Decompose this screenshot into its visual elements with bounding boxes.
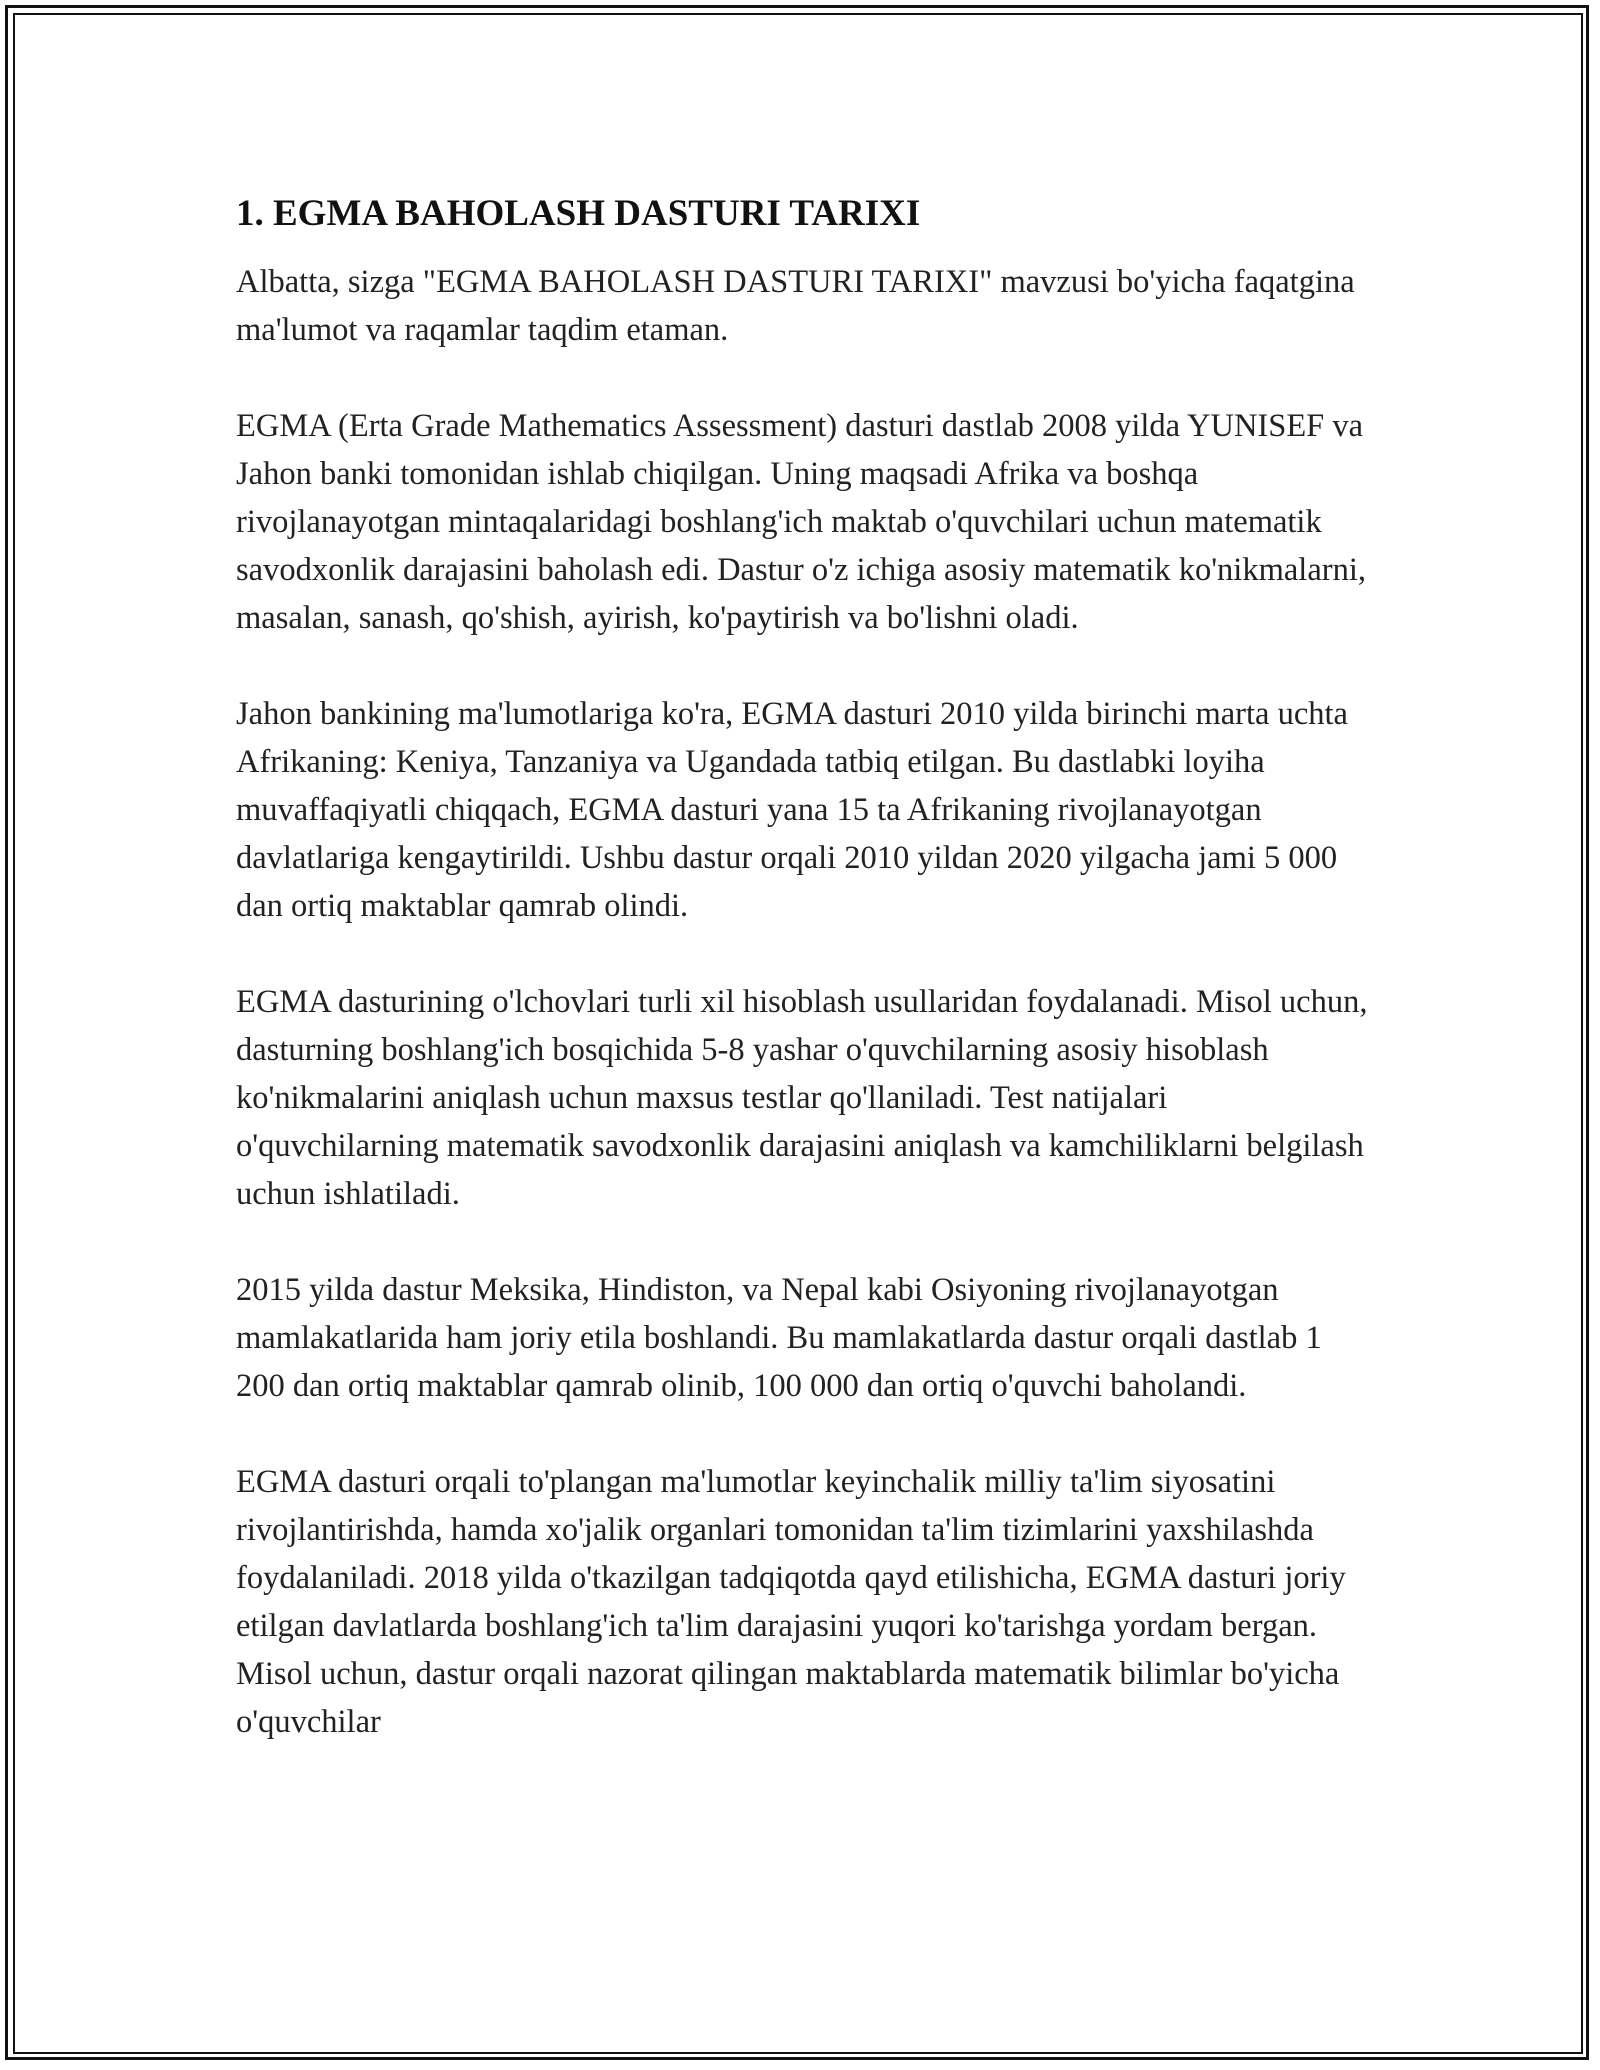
document-body [236,190,1376,1746]
document-title: 1. EGMA BAHOLASH DASTURI TARIXI [236,193,921,234]
paragraph-measurement: EGMA dasturining o'lchovlari turli xil hisoblash usullaridan foydalanadi. Misol uchun, dasturning boshlang'ich bosqichida 5-8 yashar o'quvchilarning asosiy hisoblash ko'nikmalarini aniqlash uchun maxsus testlar qo'llaniladi. Test natijalari o'quvchilarning matematik savodxonlik darajasini aniqlash va kamchiliklarni belgilash uchun ishlatiladi. [236,984,1368,1212]
paragraph-africa-rollout: Jahon bankining ma'lumotlariga ko'ra, EGMA dasturi 2010 yilda birinchi marta uchta Afrikaning: Keniya, Tanzaniya va Ugandada tatbiq etilgan. Bu dastlabki loyiha muvaffaqiyatli chiqqach, EGMA dasturi yana 15 ta Afrikaning rivojlanayotgan davlatlariga kengaytirildi. Ushbu dastur orqali 2010 yildan 2020 yilgacha jami 5 000 dan ortiq maktablar qamrab olindi. [236,696,1348,924]
paragraph-intro: Albatta, sizga "EGMA BAHOLASH DASTURI TARIXI" mavzusi bo'yicha faqatgina ma'lumot va raqamlar taqdim etaman. [236,264,1355,348]
paragraph-origin: EGMA (Erta Grade Mathematics Assessment) dasturi dastlab 2008 yilda YUNISEF va Jahon banki tomonidan ishlab chiqilgan. Uning maqsadi Afrika va boshqa rivojlanayotgan mintaqalaridagi boshlang'ich maktab o'quvchilari uchun matematik savodxonlik darajasini baholash edi. Dastur o'z ichiga asosiy matematik ko'nikmalarni, masalan, sanash, qo'shish, ayirish, ko'paytirish va bo'lishni oladi. [236,408,1366,636]
paragraph-asia-rollout: 2015 yilda dastur Meksika, Hindiston, va Nepal kabi Osiyoning rivojlanayotgan mamlakatlarida ham joriy etila boshlandi. Bu mamlakatlarda dastur orqali dastlab 1 200 dan ortiq maktablar qamrab olinib, 100 000 dan ortiq o'quvchi baholandi. [236,1272,1322,1404]
paragraph-policy-impact: EGMA dasturi orqali to'plangan ma'lumotlar keyinchalik milliy ta'lim siyosatini rivojlantirishda, hamda xo'jalik organlari tomonidan ta'lim tizimlarini yaxshilashda foydalaniladi. 2018 yilda o'tkazilgan tadqiqotda qayd etilishicha, EGMA dasturi joriy etilgan davlatlarda boshlang'ich ta'lim darajasini yuqori ko'tarishga yordam bergan. Misol uchun, dastur orqali nazorat qilingan maktablarda matematik bilimlar bo'yicha o'quvchilar [236,1464,1346,1740]
